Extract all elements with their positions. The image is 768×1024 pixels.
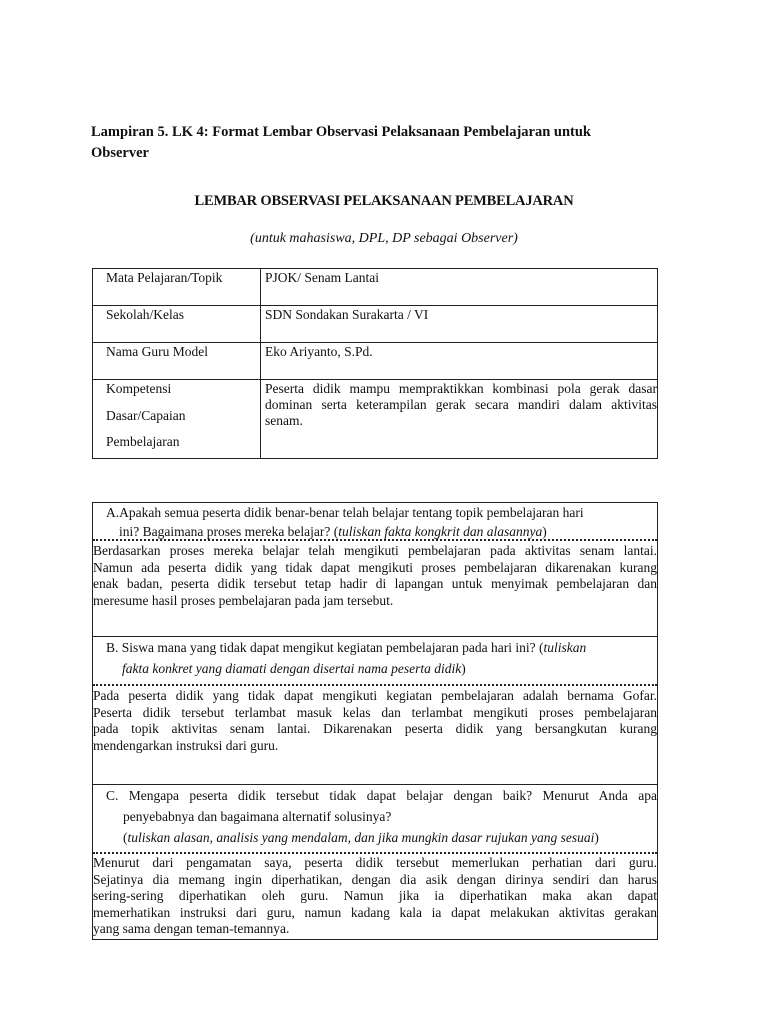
teacher-value: Eko Ariyanto, S.Pd. <box>261 343 658 380</box>
question-b-instruction-cont: fakta konkret yang diamati dengan disertai nama peserta didik <box>122 661 462 676</box>
question-c <box>93 784 657 852</box>
competency-label-line: Kompetensi <box>106 381 172 396</box>
observation-section-a <box>92 502 658 636</box>
question-b-close: ) <box>461 661 466 676</box>
answer-c-line: Sejatinya dia memang ingin diperhatikan, dengan dia asik dengan dirinya sendiri dan harus <box>93 871 657 887</box>
answer-a-line: meresume hasil proses pembelajaran pada jam tersebut. <box>93 592 394 608</box>
question-c-instruction: tuliskan alasan, analisis yang mendalam, dan jika mungkin dasar rujukan yang sesuai <box>127 830 595 845</box>
question-a <box>93 502 657 539</box>
answer-b-line: Pada peserta didik yang tidak dapat mengikuti kegiatan pembelajaran adalah bernama Gofar. <box>93 688 657 703</box>
answer-b <box>93 684 657 784</box>
answer-b-line: mendengarkan instruksi dari guru. <box>93 737 279 753</box>
appendix-heading-line-2: Observer <box>91 145 149 161</box>
answer-b-line: pada topik aktivitas senam lantai. Dikarenakan peserta didik yang bersangkutan kurang <box>93 721 657 736</box>
subject-label: Mata Pelajaran/Topik <box>93 269 261 306</box>
answer-c-line: memerhatikan instruksi dari guru, namun kadang kala ia dapat melakukan aktivitas gerakan <box>93 904 657 920</box>
competency-label-line: Dasar/Capaian <box>106 407 186 423</box>
table-row <box>93 306 658 343</box>
question-b-instruction: tuliskan <box>543 640 587 655</box>
answer-a-line: Berdasarkan proses mereka belajar telah mengikuti pembelajaran pada aktivitas senam lantai. <box>93 543 657 558</box>
question-c-close: ) <box>594 830 599 845</box>
document-title: LEMBAR OBSERVASI PELAKSANAAN PEMBELAJARAN <box>194 193 574 209</box>
document-subtitle: (untuk mahasiswa, DPL, DP sebagai Observer) <box>250 231 518 246</box>
question-a-text: ini? Bagaimana proses mereka belajar? ( <box>119 524 339 539</box>
question-b-line-1 <box>106 637 657 658</box>
observation-section-c <box>92 784 658 940</box>
question-b-line-2 <box>106 658 657 679</box>
question-b-text: B. Siswa mana yang tidak dapat mengikut kegiatan pembelajaran pada hari ini? ( <box>106 640 544 655</box>
table-row <box>93 343 658 380</box>
answer-a-line: Namun ada peserta didik yang tidak dapat mengikuti proses pembelajaran dikarenakan kurang <box>93 559 657 575</box>
answer-c <box>93 852 657 939</box>
answer-c-line: Menurut dari pengamatan saya, peserta didik tersebut memerlukan perhatian dari guru. <box>93 855 657 870</box>
appendix-heading-line-1: Lampiran 5. LK 4: Format Lembar Observasi Pelaksanaan Pembelajaran untuk <box>91 124 591 140</box>
question-a-instruction: tuliskan fakta kongkrit dan alasannya <box>338 524 543 539</box>
question-c-open: ( <box>123 830 128 845</box>
appendix-heading <box>91 122 651 164</box>
identity-table <box>92 268 658 459</box>
question-c-line-2: penyebabnya dan bagaimana alternatif solusinya? <box>123 809 392 824</box>
answer-c-line: sering-sering diperhatikan oleh guru. Namun jika ia diperhatikan maka akan dapat <box>93 888 657 903</box>
table-row <box>93 269 658 306</box>
competency-value: Peserta didik mampu mempraktikkan kombinasi pola gerak dasar dominan serta keterampilan gerak secara mandiri dalam aktivitas senam. <box>261 380 658 459</box>
answer-c-line: yang sama dengan teman-temannya. <box>93 921 290 936</box>
table-row <box>93 380 658 459</box>
subject-value: PJOK/ Senam Lantai <box>261 269 658 306</box>
question-b <box>93 636 657 684</box>
school-label: Sekolah/Kelas <box>93 306 261 343</box>
teacher-label: Nama Guru Model <box>93 343 261 380</box>
question-a-close: ) <box>542 524 547 539</box>
answer-a-line: enak badan, peserta didik tersebut tetap hadir di lapangan untuk menyimak pembelajaran dan <box>93 576 657 591</box>
observation-section-b <box>92 636 658 784</box>
question-a-line-1: A.Apakah semua peserta didik benar-benar telah belajar tentang topik pembelajaran hari <box>106 505 584 520</box>
school-value: SDN Sondakan Surakarta / VI <box>261 306 658 343</box>
competency-label-line: Pembelajaran <box>106 434 180 449</box>
competency-label <box>93 380 261 459</box>
answer-a <box>93 539 657 636</box>
question-c-line-3 <box>106 827 657 848</box>
question-c-line-1: C. Mengapa peserta didik tersebut tidak dapat belajar dengan baik? Menurut Anda apa <box>106 788 657 803</box>
answer-b-line: Peserta didik tersebut terlambat masuk kelas dan terlambat mengikuti proses pembelajaran <box>93 704 657 720</box>
